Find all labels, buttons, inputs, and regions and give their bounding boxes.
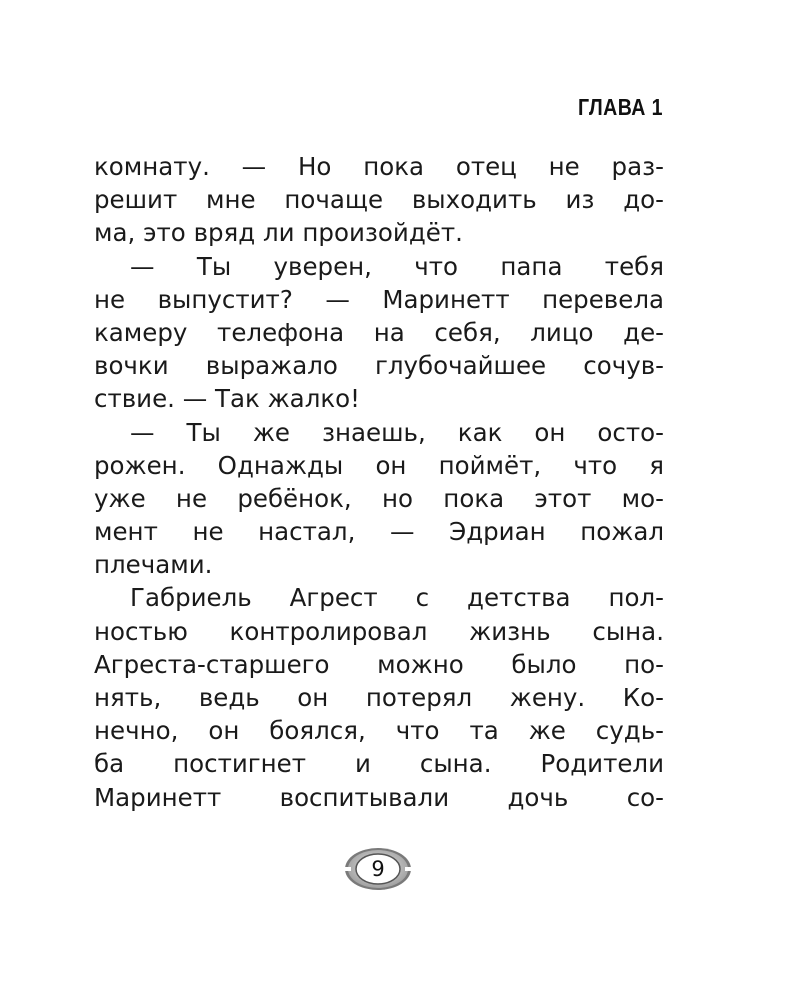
text-line: ностью контролировал жизнь сына. <box>94 616 664 646</box>
text-line: не выпустит? — Маринетт перевела <box>94 284 664 314</box>
text-line: рожен. Однажды он поймёт, что я <box>94 450 664 480</box>
text-line: вочки выражало глубочайшее сочув- <box>94 351 664 381</box>
text-line: камеру телефона на себя, лицо де- <box>94 317 664 347</box>
text-line: плечами. <box>94 550 213 580</box>
text-line: — Ты уверен, что папа тебя <box>130 251 664 281</box>
text-line: — Ты же знаешь, как он осто- <box>130 417 664 447</box>
text-line: Маринетт воспитывали дочь со- <box>94 782 664 812</box>
text-line: Агреста-старшего можно было по- <box>94 649 664 679</box>
chapter-heading: ГЛАВА 1 <box>578 94 663 120</box>
text-line: нечно, он боялся, что та же судь- <box>94 716 664 746</box>
text-line: Габриель Агрест с детства пол- <box>130 583 664 613</box>
text-line: ба постигнет и сына. Родители <box>94 749 664 779</box>
body-text <box>94 150 664 814</box>
text-line: ствие. — Так жалко! <box>94 384 360 414</box>
page-number: 9 <box>371 857 385 881</box>
text-line: нять, ведь он потерял жену. Ко- <box>94 683 664 712</box>
text-line: мент не настал, — Эдриан пожал <box>94 517 664 547</box>
text-line: ма, это вряд ли произойдёт. <box>94 218 463 248</box>
text-line: уже не ребёнок, но пока этот мо- <box>94 483 664 513</box>
page-number-badge <box>343 846 413 892</box>
text-line: решит мне почаще выходить из до- <box>94 185 664 215</box>
text-line: комнату. — Но пока отец не раз- <box>94 152 664 181</box>
